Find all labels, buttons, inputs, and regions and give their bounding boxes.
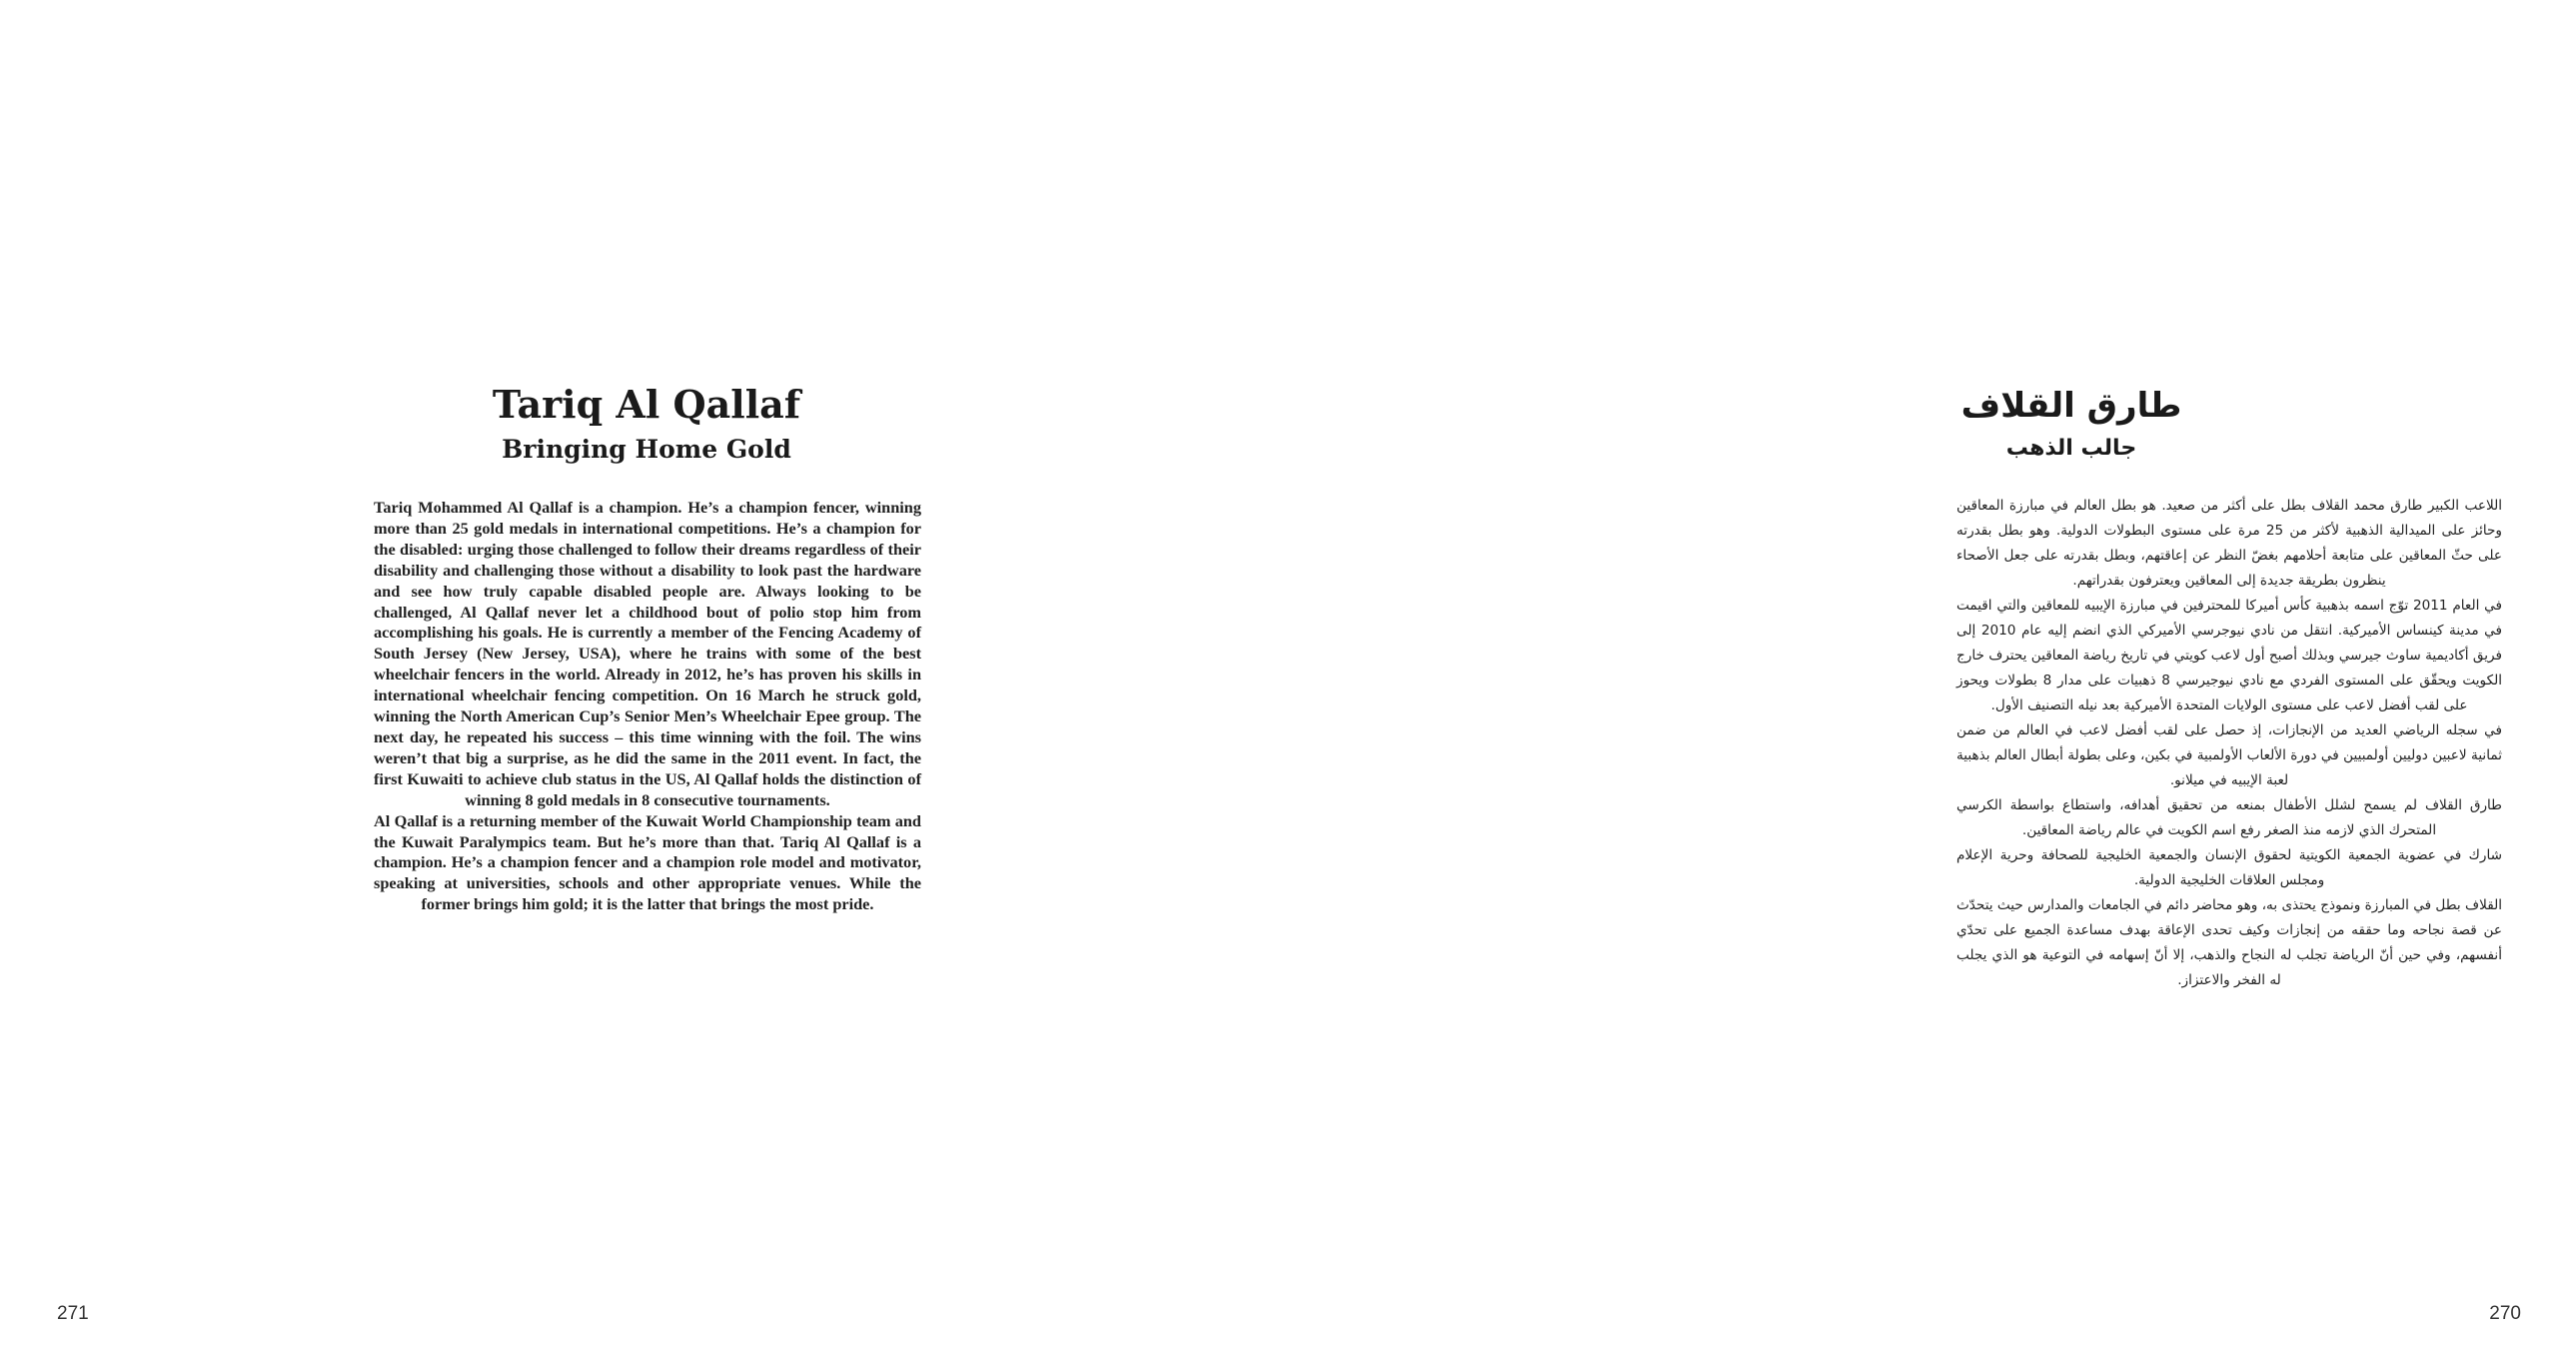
arabic-subtitle: جالب الذهب — [2005, 436, 2137, 461]
english-title: Tariq Al Qallaf — [492, 382, 801, 427]
english-subtitle: Bringing Home Gold — [502, 435, 791, 464]
arabic-title: طارق القلاف — [1960, 386, 2182, 426]
english-body — [374, 498, 921, 915]
arabic-paragraph: القلاف بطل في المبارزة ونموذج يحتذى به، وهو محاضر دائم في الجامعات والمدارس حيث يتحدّث عن قصة نجاحه وما حققه من إنجازات وكيف تحدى الإعاقة بهدف مساعدة الجميع على تحدّي أنفسهم، وفي حين أنّ الرياضة تجلب له النجاح والذهب، إلا أنّ إسهامه في التوعية هو الذي يجلب له الفخر والاعتزاز. — [1956, 897, 2502, 988]
english-paragraph: Tariq Mohammed Al Qallaf is a champion. He’s a champion fencer, winning more than 25 gold medals in international competitions. He’s a champion for the disabled: urging those challenged to follow their dreams regardless of their disability and challenging those without a disability to look past the hardware and see how truly capable disabled people are. Always looking to be challenged, Al Qallaf never let a childhood bout of polio stop him from accomplishing his goals. He is currently a member of the Fencing Academy of South Jersey (New Jersey, USA), where he trains with some of the best wheelchair fencers in the world. Already in 2012, he’s has proven his skills in international wheelchair fencing competition. On 16 March he struck gold, winning the North American Cup’s Senior Men’s Wheelchair Epee group. The next day, he repeated his success – this time winning with the foil. The wins weren’t that big a surprise, as he did the same in the 2011 event. In fact, the first Kuwaiti to achieve club status in the US, Al Qallaf holds the distinction of winning 8 gold medals in 8 consecutive tournaments. — [374, 498, 921, 809]
arabic-paragraph: في العام 2011 توّج اسمه بذهبية كأس أميركا للمحترفين في مبارزة الإيبيه للمعاقين والتي اقيمت في مدينة كينساس الأميركية. انتقل من نادي نيوجرسي الأميركي الذي انضم إليه عام 2010 إلى فريق أكاديمية ساوث جيرسي وبذلك أصبح أول لاعب كويتي في تاريخ رياضة المعاقين يحترف خارج الكويت ويحقّق على المستوى الفردي مع نادي نيوجيرسي 8 ذهبيات على مدار 8 بطولات ويحوز على لقب أفضل لاعب على مستوى الولايات المتحدة الأميركية بعد نيله التصنيف الأول. — [1956, 598, 2503, 713]
arabic-paragraph: طارق القلاف لم يسمح لشلل الأطفال بمنعه من تحقيق أهدافه، واستطاع بواسطة الكرسي المتحرك الذي لازمه منذ الصغر رفع اسم الكويت في عالم رياضة المعاقين. — [1956, 797, 2502, 838]
arabic-paragraph: اللاعب الكبير طارق محمد القلاف بطل على أكثر من صعيد. هو بطل العالم في مبارزة المعاقين وحائز على الميدالية الذهبية لأكثر من 25 مرة على مستوى البطولات الدولية. وهو بطل بقدرته على حثّ المعاقين على متابعة أحلامهم بغضّ النظر عن إعاقتهم، وبطل بقدرته على جعل الأصحاء ينظرون بطريقة جديدة إلى المعاقين ويعترفون بقدراتهم. — [1956, 498, 2502, 589]
arabic-body — [1956, 494, 2502, 993]
english-paragraph: Al Qallaf is a returning member of the Kuwait World Championship team and the Kuwait Paralympics team. But he’s more than that. Tariq Al Qallaf is a champion. He’s a champion fencer and a champion role model and motivator, speaking at universities, schools and other appropriate venues. While the former brings him gold; it is the latter that brings the most pride. — [374, 810, 921, 914]
page-number-right: 270 — [2489, 1303, 2521, 1324]
page-number-left: 271 — [57, 1303, 89, 1324]
right-page — [1288, 0, 2576, 1353]
arabic-paragraph: شارك في عضوية الجمعية الكويتية لحقوق الإنسان والجمعية الخليجية للصحافة وحرية الإعلام ومجلس العلاقات الخليجية الدولية. — [1956, 847, 2502, 888]
arabic-paragraph: في سجله الرياضي العديد من الإنجازات، إذ حصل على لقب أفضل لاعب في العالم من ضمن ثمانية لاعبين دوليين أولمبيين في دورة الألعاب الأولمبية في بكين، وعلى بطولة أبطال العالم بذهبية لعبة الإيبيه في ميلانو. — [1956, 722, 2502, 788]
